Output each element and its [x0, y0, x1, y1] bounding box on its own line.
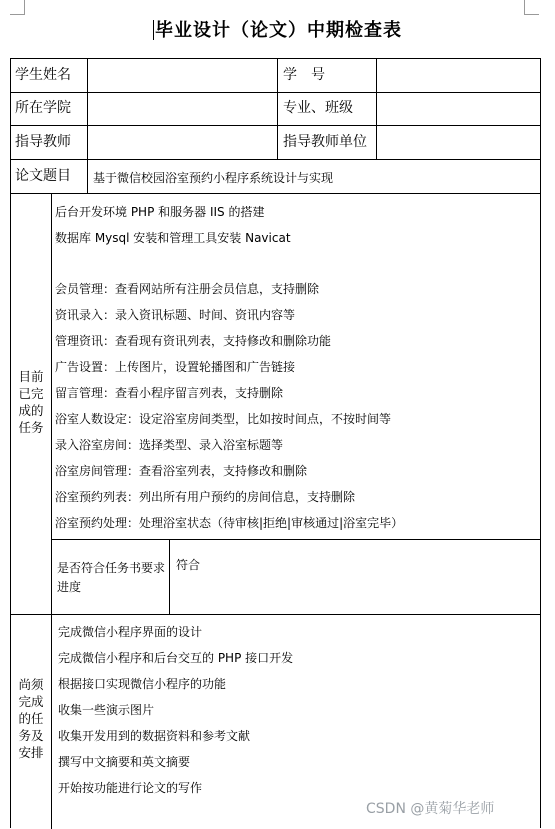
- student-id-label: 学 号: [283, 67, 325, 83]
- remaining-task-item: 完成微信小程序和后台交互的 PHP 接口开发: [58, 651, 294, 665]
- mid-term-check-table: [10, 58, 541, 828]
- conformance-value: 符合: [176, 558, 201, 572]
- student-name-label: 学生姓名: [15, 67, 71, 83]
- completed-task-item: 资讯录入：录入资讯标题、时间、资讯内容等: [55, 308, 296, 322]
- completed-task-item: 浴室房间管理：查看浴室列表，支持修改和删除: [55, 464, 308, 478]
- completed-task-item: 后台开发环境 PHP 和服务器 IIS 的搭建: [55, 205, 265, 219]
- advisor-label: 指导教师: [15, 134, 71, 150]
- row-divider: [11, 125, 540, 126]
- major-class-label: 专业、班级: [283, 100, 353, 116]
- completed-task-item: 录入浴室房间：选择类型、录入浴室标题等: [55, 438, 284, 452]
- col-divider: [277, 59, 278, 159]
- remaining-task-item: 收集开发用到的数据资料和参考文献: [58, 729, 251, 743]
- col-divider: [169, 539, 170, 614]
- topic-value: 基于微信校园浴室预约小程序系统设计与实现: [93, 171, 334, 185]
- completed-task-item: 管理资讯：查看现有资讯列表，支持修改和删除功能: [55, 334, 332, 348]
- row-divider: [11, 193, 540, 194]
- remaining-task-item: 撰写中文摘要和英文摘要: [58, 755, 191, 769]
- completed-task-item: 会员管理：查看网站所有注册会员信息，支持删除: [55, 282, 320, 296]
- completed-task-item: 浴室预约处理：处理浴室状态（待审核|拒绝|审核通过|浴室完毕）: [55, 516, 404, 530]
- remaining-task-item: 开始按功能进行论文的写作: [58, 781, 203, 795]
- row-divider: [51, 539, 540, 540]
- page-corner-mark: [10, 0, 25, 15]
- row-divider: [11, 92, 540, 93]
- advisor-unit-label: 指导教师单位: [283, 134, 367, 150]
- remaining-task-item: 根据接口实现微信小程序的功能: [58, 677, 227, 691]
- csdn-watermark: CSDN @黄菊华老师: [366, 801, 495, 817]
- remaining-task-item: 收集一些演示图片: [58, 703, 155, 717]
- conformance-label: 是否符合任务书要求进度: [57, 561, 166, 594]
- completed-task-item: 浴室人数设定：设定浴室房间类型，比如按时间点，不按时间等: [55, 412, 392, 426]
- completed-task-item: 广告设置：上传图片，设置轮播图和广告链接: [55, 360, 296, 374]
- col-divider: [51, 193, 52, 829]
- col-divider: [87, 59, 88, 193]
- college-label: 所在学院: [15, 100, 71, 116]
- col-divider: [376, 59, 377, 159]
- completed-tasks-label: 目前已完成的任务: [18, 369, 44, 435]
- completed-task-item: 数据库 Mysql 安装和管理工具安装 Navicat: [55, 231, 291, 245]
- page-corner-mark: [524, 0, 539, 15]
- completed-task-item: 浴室预约列表：列出所有用户预约的房间信息，支持删除: [55, 490, 356, 504]
- remaining-tasks-label: 尚须完成的任务及安排: [18, 677, 44, 760]
- row-divider: [11, 159, 540, 160]
- text-cursor: [153, 20, 154, 40]
- row-divider: [11, 614, 540, 615]
- topic-label: 论文题目: [15, 168, 71, 184]
- completed-task-item: 留言管理：查看小程序留言列表，支持删除: [55, 386, 284, 400]
- remaining-task-item: 完成微信小程序界面的设计: [58, 625, 203, 639]
- document-title: 毕业设计（论文）中期检查表: [155, 20, 402, 41]
